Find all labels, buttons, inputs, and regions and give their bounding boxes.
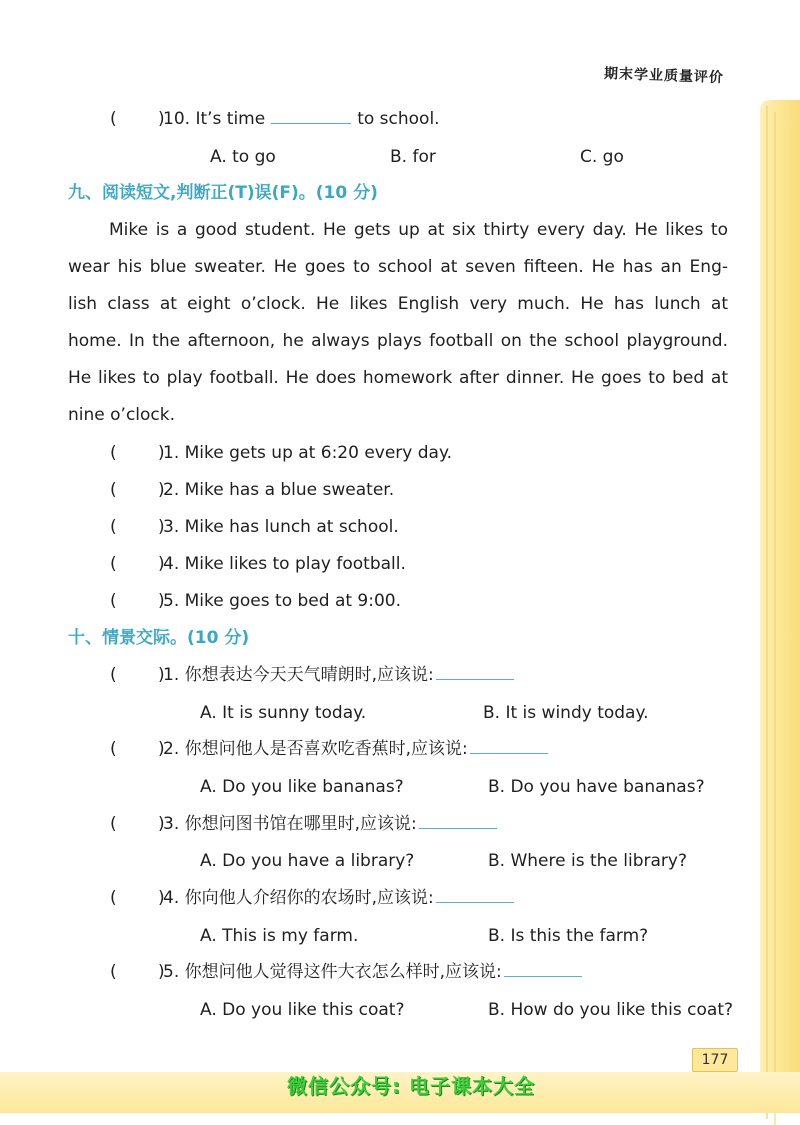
answer-bracket[interactable] — [110, 664, 165, 686]
question-text: 1. 你想表达今天天气晴朗时,应该说: — [163, 665, 434, 685]
page-number: 177 — [692, 1048, 738, 1072]
header-title: 期末学业质量评价 — [603, 65, 725, 87]
bracket-close: ) — [158, 591, 165, 611]
passage-line: Mike is a good student. He gets up at six thirty every day. He likes to — [109, 220, 728, 240]
bracket-close: ) — [158, 665, 165, 685]
bracket-close: ) — [158, 443, 165, 463]
answer-blank[interactable] — [436, 665, 514, 680]
tf-item-5: 5. Mike goes to bed at 9:00. — [163, 591, 402, 611]
bracket-close: ) — [158, 814, 165, 834]
answer-bracket[interactable] — [110, 590, 165, 612]
bracket-close: ) — [158, 962, 165, 982]
option-b: B. Where is the library? — [488, 851, 687, 871]
bracket-close: ) — [158, 517, 165, 537]
bracket-open: ( — [110, 554, 117, 574]
passage-line: home. In the afternoon, he always plays football on the school playground. — [68, 331, 728, 351]
dialog-question-5 — [163, 961, 588, 983]
option-c: C. go — [580, 147, 624, 167]
option-b: B. How do you like this coat? — [488, 1000, 734, 1020]
dialog-question-3 — [163, 813, 503, 835]
reading-passage — [68, 212, 728, 434]
section-10-title: 十、情景交际。(10 分) — [68, 628, 250, 648]
bracket-open: ( — [110, 888, 117, 908]
bracket-open: ( — [110, 591, 117, 611]
option-a: A. This is my farm. — [200, 926, 359, 946]
option-a: A. to go — [210, 147, 276, 167]
question-text: 2. 你想问他人是否喜欢吃香蕉时,应该说: — [163, 739, 468, 759]
tf-item-1: 1. Mike gets up at 6:20 every day. — [163, 443, 453, 463]
tf-item-2: 2. Mike has a blue sweater. — [163, 480, 395, 500]
option-a: A. Do you like bananas? — [200, 777, 404, 797]
bracket-close: ) — [158, 109, 165, 129]
option-a: A. Do you have a library? — [200, 851, 415, 871]
passage-line: nine o’clock. — [68, 405, 176, 425]
answer-bracket[interactable] — [110, 442, 165, 464]
answer-bracket[interactable] — [110, 813, 165, 835]
bracket-close: ) — [158, 554, 165, 574]
answer-bracket[interactable] — [110, 961, 165, 983]
question-10 — [163, 108, 440, 130]
option-a: A. It is sunny today. — [200, 703, 367, 723]
question-10-after: to school. — [357, 109, 440, 129]
option-b: B. for — [390, 147, 436, 167]
bracket-close: ) — [158, 739, 165, 759]
question-text: 4. 你向他人介绍你的农场时,应该说: — [163, 888, 434, 908]
option-b: B. Do you have bananas? — [488, 777, 705, 797]
tf-item-4: 4. Mike likes to play football. — [163, 554, 406, 574]
bracket-close: ) — [158, 480, 165, 500]
bracket-open: ( — [110, 962, 117, 982]
answer-blank[interactable] — [419, 814, 497, 829]
bracket-open: ( — [110, 665, 117, 685]
dialog-question-2 — [163, 738, 554, 760]
answer-bracket[interactable] — [110, 108, 165, 130]
option-a: A. Do you like this coat? — [200, 1000, 405, 1020]
answer-bracket[interactable] — [110, 887, 165, 909]
bracket-open: ( — [110, 480, 117, 500]
answer-blank[interactable] — [470, 739, 548, 754]
answer-blank[interactable] — [271, 109, 351, 124]
page-edge-decoration — [760, 100, 800, 1113]
passage-line: He likes to play football. He does homework after dinner. He goes to bed at — [68, 368, 728, 388]
answer-bracket[interactable] — [110, 516, 165, 538]
option-b: B. It is windy today. — [483, 703, 649, 723]
section-9-title: 九、阅读短文,判断正(T)误(F)。(10 分) — [68, 183, 378, 203]
question-10-before: 10. It’s time — [163, 109, 266, 129]
bracket-open: ( — [110, 443, 117, 463]
answer-blank[interactable] — [436, 888, 514, 903]
option-b: B. Is this the farm? — [488, 926, 649, 946]
question-text: 5. 你想问他人觉得这件大衣怎么样时,应该说: — [163, 962, 502, 982]
watermark-text: 微信公众号: 电子课本大全 — [287, 1074, 535, 1098]
tf-item-3: 3. Mike has lunch at school. — [163, 517, 399, 537]
answer-bracket[interactable] — [110, 738, 165, 760]
question-text: 3. 你想问图书馆在哪里时,应该说: — [163, 814, 417, 834]
passage-line: lish class at eight o’clock. He likes English very much. He has lunch at — [68, 294, 728, 314]
answer-blank[interactable] — [504, 962, 582, 977]
answer-bracket[interactable] — [110, 479, 165, 501]
bracket-open: ( — [110, 739, 117, 759]
answer-bracket[interactable] — [110, 553, 165, 575]
dialog-question-4 — [163, 887, 520, 909]
bracket-close: ) — [158, 888, 165, 908]
passage-line: wear his blue sweater. He goes to school at seven fifteen. He has an Eng- — [68, 257, 728, 277]
bracket-open: ( — [110, 517, 117, 537]
bracket-open: ( — [110, 109, 117, 129]
bracket-open: ( — [110, 814, 117, 834]
dialog-question-1 — [163, 664, 520, 686]
